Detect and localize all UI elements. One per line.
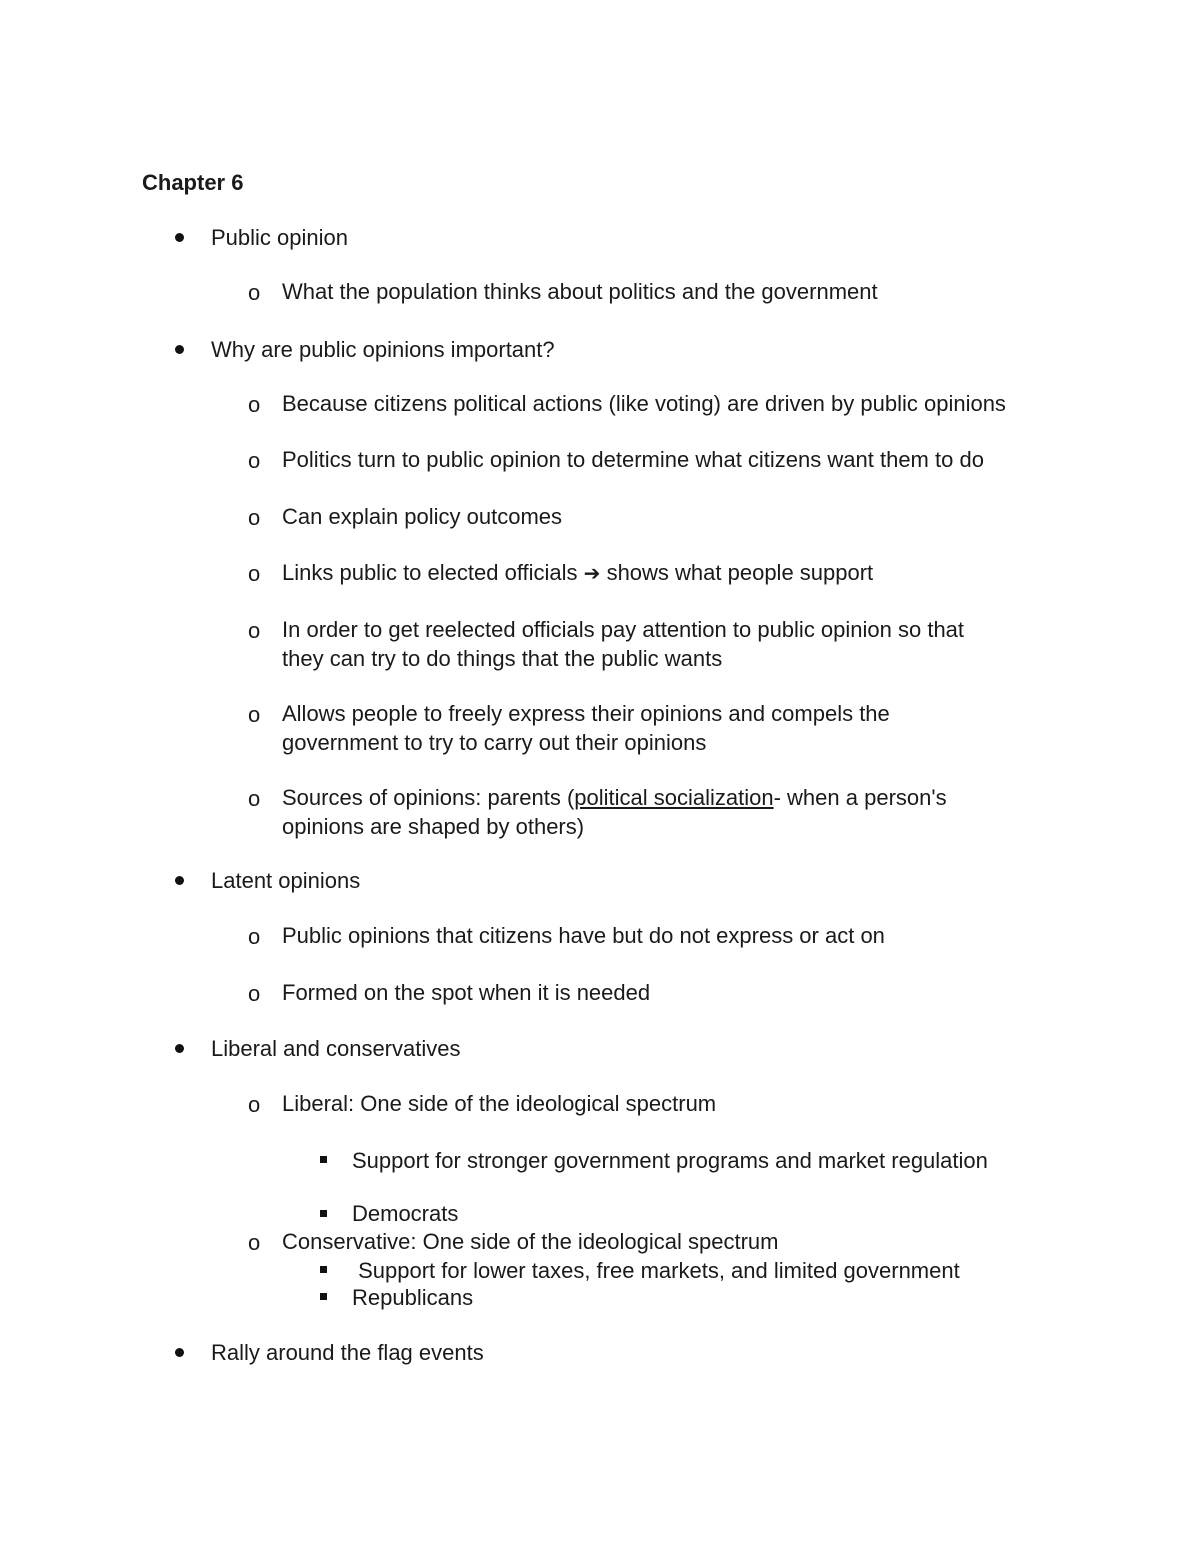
section-heading-liberal-conservatives: Liberal and conservatives [211,1036,461,1061]
sub-bullet-marker: o [248,1230,261,1255]
sub-bullet-marker: o [248,618,261,643]
list-item: Can explain policy outcomes [282,504,563,529]
list-item: In order to get reelected officials pay attention to public opinion so that [282,617,965,642]
square-bullet-icon [320,1293,327,1300]
square-bullet-icon [320,1266,327,1273]
list-item: Politics turn to public opinion to determine what citizens want them to do [282,447,984,472]
sub-bullet-marker: o [248,280,261,305]
sub-bullet-marker: o [248,702,261,727]
bullet-dot-icon [175,1044,184,1053]
section-heading-latent-opinions: Latent opinions [211,868,361,893]
bullet-dot-icon [175,345,184,354]
list-item-text: - when a person's [773,785,947,810]
sub-bullet-marker: o [248,786,261,811]
list-item: What the population thinks about politics and the government [282,279,878,304]
sub-bullet-marker: o [248,1092,261,1117]
list-item [282,558,873,588]
list-item: Allows people to freely express their opinions and compels the [282,701,890,726]
list-item-text: shows what people support [606,560,874,585]
list-item [282,783,947,812]
bullet-dot-icon [175,1348,184,1357]
sub-bullet-marker: o [248,392,261,417]
list-item: Liberal: One side of the ideological spectrum [282,1091,717,1116]
sub-bullet-marker: o [248,924,261,949]
sub-bullet-marker: o [248,448,261,473]
list-item-continuation: they can try to do things that the public wants [282,646,723,671]
square-bullet-icon [320,1210,327,1217]
sub-bullet-marker: o [248,505,261,530]
bullet-dot-icon [175,876,184,885]
list-item: Republicans [352,1285,474,1310]
list-item: Conservative: One side of the ideological spectrum [282,1229,779,1254]
list-item: Support for lower taxes, free markets, and limited government [352,1258,960,1283]
page-title: Chapter 6 [142,170,244,195]
section-heading-why-important: Why are public opinions important? [211,337,555,362]
list-item: Formed on the spot when it is needed [282,980,651,1005]
sub-bullet-marker: o [248,561,261,586]
section-heading-rally-around-flag: Rally around the flag events [211,1340,484,1365]
list-item-text: Sources of opinions: parents ( [282,785,575,810]
list-item: Because citizens political actions (like voting) are driven by public opinions [282,391,1006,416]
bullet-dot-icon [175,233,184,242]
list-item-continuation: opinions are shaped by others) [282,814,585,839]
list-item-continuation: government to try to carry out their opinions [282,730,707,755]
list-item: Public opinions that citizens have but do not express or act on [282,923,885,948]
list-item-text: Links public to elected officials [282,560,578,585]
sub-bullet-marker: o [248,981,261,1006]
underlined-term: political socialization [574,785,774,810]
list-item: Democrats [352,1201,459,1226]
list-item: Support for stronger government programs and market regulation [352,1148,988,1173]
square-bullet-icon [320,1156,327,1163]
arrow-right-icon: ➔ [583,561,601,585]
section-heading-public-opinion: Public opinion [211,225,348,250]
